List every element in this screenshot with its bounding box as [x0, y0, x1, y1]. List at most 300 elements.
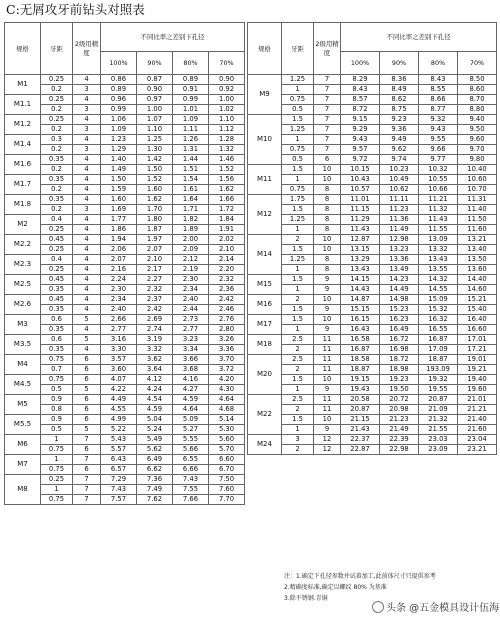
- grade-cell: 7: [73, 485, 101, 495]
- d70-cell: 9.40: [458, 115, 497, 125]
- thread-size-cell: M1.7: [5, 175, 41, 195]
- d100-cell: 8.29: [341, 75, 380, 85]
- table-row: [5, 105, 245, 115]
- grade-cell: 4: [73, 235, 101, 245]
- table-row: [248, 315, 497, 325]
- d90-cell: 10.62: [380, 185, 419, 195]
- d90-cell: 10.23: [380, 165, 419, 175]
- d80-cell: 20.87: [419, 395, 458, 405]
- d90-cell: 8.75: [380, 105, 419, 115]
- col-70-header: 70%: [458, 52, 497, 75]
- d90-cell: 21.49: [380, 425, 419, 435]
- pitch-cell: 1: [282, 265, 314, 275]
- d100-cell: 2.07: [101, 255, 137, 265]
- d70-cell: 0.90: [209, 75, 245, 85]
- d80-cell: 21.09: [419, 405, 458, 415]
- d100-cell: 13.15: [341, 245, 380, 255]
- d70-cell: 8.60: [458, 85, 497, 95]
- d90-cell: 1.97: [137, 235, 173, 245]
- table-row: [248, 365, 497, 375]
- pitch-cell: 2: [282, 405, 314, 415]
- pitch-cell: 0.9: [41, 415, 73, 425]
- table-row: [248, 385, 497, 395]
- pitch-cell: 0.75: [282, 95, 314, 105]
- d80-cell: 16.32: [419, 315, 458, 325]
- d80-cell: 1.64: [173, 195, 209, 205]
- d80-cell: 21.55: [419, 425, 458, 435]
- d70-cell: 8.70: [458, 95, 497, 105]
- grade-cell: 6: [73, 445, 101, 455]
- pitch-cell: 0.2: [41, 165, 73, 175]
- d70-cell: 5.60: [209, 435, 245, 445]
- pitch-cell: 1: [282, 175, 314, 185]
- d80-cell: 11.21: [419, 195, 458, 205]
- pitch-cell: 0.8: [41, 405, 73, 415]
- d100-cell: 1.06: [101, 115, 137, 125]
- d100-cell: 1.60: [101, 195, 137, 205]
- pitch-cell: 0.5: [282, 105, 314, 115]
- d70-cell: 10.40: [458, 165, 497, 175]
- d90-cell: 3.62: [137, 355, 173, 365]
- d80-cell: 1.31: [173, 145, 209, 155]
- grade-cell: 9: [314, 325, 341, 335]
- d80-cell: 13.09: [419, 235, 458, 245]
- d70-cell: 2.36: [209, 285, 245, 295]
- table-row: [248, 125, 497, 135]
- d80-cell: 8.66: [419, 95, 458, 105]
- d100-cell: 11.01: [341, 195, 380, 205]
- thread-size-cell: M1.6: [5, 155, 41, 175]
- d70-cell: 23.04: [458, 435, 497, 445]
- pitch-cell: 1: [41, 485, 73, 495]
- grade-cell: 4: [73, 155, 101, 165]
- pitch-cell: 1: [282, 225, 314, 235]
- d100-cell: 3.60: [101, 365, 137, 375]
- d100-cell: 8.72: [341, 105, 380, 115]
- d90-cell: 9.49: [380, 135, 419, 145]
- d100-cell: 7.29: [101, 475, 137, 485]
- d90-cell: 8.49: [380, 85, 419, 95]
- d80-cell: 4.16: [173, 375, 209, 385]
- grade-cell: 9: [314, 285, 341, 295]
- d70-cell: 3.70: [209, 355, 245, 365]
- d80-cell: 17.09: [419, 345, 458, 355]
- pitch-cell: 0.25: [41, 245, 73, 255]
- d100-cell: 2.30: [101, 285, 137, 295]
- d70-cell: 11.40: [458, 205, 497, 215]
- d80-cell: 2.73: [173, 315, 209, 325]
- table-row: [248, 395, 497, 405]
- d80-cell: 6.55: [173, 455, 209, 465]
- table-row: [248, 425, 497, 435]
- d100-cell: 13.43: [341, 265, 380, 275]
- d80-cell: 0.91: [173, 85, 209, 95]
- grade-cell: 6: [73, 375, 101, 385]
- thread-size-cell: M20: [248, 355, 282, 395]
- d80-cell: 7.55: [173, 485, 209, 495]
- d80-cell: 9.66: [419, 145, 458, 155]
- d90-cell: 1.07: [137, 115, 173, 125]
- d80-cell: 1.82: [173, 215, 209, 225]
- d70-cell: 1.46: [209, 155, 245, 165]
- grade-cell: 3: [73, 125, 101, 135]
- d70-cell: 1.12: [209, 125, 245, 135]
- d90-cell: 13.36: [380, 255, 419, 265]
- d100-cell: 14.43: [341, 285, 380, 295]
- thread-size-cell: M6: [5, 435, 41, 455]
- pitch-cell: 1.5: [282, 245, 314, 255]
- pitch-cell: 1.25: [282, 75, 314, 85]
- d80-cell: 10.32: [419, 165, 458, 175]
- thread-size-cell: M1.1: [5, 95, 41, 115]
- table-row: [248, 185, 497, 195]
- d100-cell: 22.87: [341, 445, 380, 455]
- d100-cell: 4.55: [101, 405, 137, 415]
- pitch-cell: 1.25: [282, 255, 314, 265]
- thread-size-cell: M9: [248, 75, 282, 115]
- d80-cell: 8.55: [419, 85, 458, 95]
- d90-cell: 0.90: [137, 85, 173, 95]
- grade-cell: 7: [73, 475, 101, 485]
- grade-cell: 7: [314, 85, 341, 95]
- table-row: [248, 335, 497, 345]
- d90-cell: 20.72: [380, 395, 419, 405]
- table-row: [5, 325, 245, 335]
- d90-cell: 2.42: [137, 305, 173, 315]
- pitch-cell: 0.35: [41, 345, 73, 355]
- pitch-cell: 0.4: [41, 255, 73, 265]
- d70-cell: 21.21: [458, 405, 497, 415]
- table-row: [248, 295, 497, 305]
- d80-cell: 11.32: [419, 205, 458, 215]
- d80-cell: 14.32: [419, 275, 458, 285]
- table-row: [5, 475, 245, 485]
- d100-cell: 2.77: [101, 325, 137, 335]
- table-row: [248, 405, 497, 415]
- grade-cell: 4: [73, 185, 101, 195]
- d100-cell: 15.15: [341, 305, 380, 315]
- pitch-cell: 0.45: [41, 275, 73, 285]
- d90-cell: 4.59: [137, 405, 173, 415]
- grade-cell: 7: [314, 115, 341, 125]
- table-row: [5, 455, 245, 465]
- d100-cell: 6.43: [101, 455, 137, 465]
- pitch-cell: 2: [282, 345, 314, 355]
- pitch-cell: 1.5: [282, 115, 314, 125]
- pitch-cell: 1: [282, 285, 314, 295]
- grade-cell: 6: [314, 155, 341, 165]
- d90-cell: 19.23: [380, 375, 419, 385]
- grade-cell: 4: [73, 275, 101, 285]
- pitch-cell: 1.5: [282, 305, 314, 315]
- grade-cell: 4: [73, 245, 101, 255]
- pitch-cell: 0.25: [41, 475, 73, 485]
- pitch-cell: 1: [282, 325, 314, 335]
- pitch-cell: 0.75: [41, 375, 73, 385]
- table-row: [248, 345, 497, 355]
- table-row: [5, 255, 245, 265]
- d70-cell: 6.60: [209, 455, 245, 465]
- grade-cell: 4: [73, 165, 101, 175]
- table-row: [5, 365, 245, 375]
- grade-cell: 7: [314, 125, 341, 135]
- d70-cell: 21.60: [458, 425, 497, 435]
- d80-cell: 6.66: [173, 465, 209, 475]
- d90-cell: 4.54: [137, 395, 173, 405]
- pitch-cell: 1.75: [282, 195, 314, 205]
- d80-cell: 3.66: [173, 355, 209, 365]
- table-row: [5, 115, 245, 125]
- table-row: [5, 205, 245, 215]
- d80-cell: 2.12: [173, 255, 209, 265]
- col-100-header: 100%: [341, 52, 380, 75]
- d70-cell: 1.66: [209, 195, 245, 205]
- d70-cell: 1.02: [209, 105, 245, 115]
- grade-cell: 4: [73, 95, 101, 105]
- d80-cell: 9.55: [419, 135, 458, 145]
- col-80-header: 80%: [173, 52, 209, 75]
- pitch-cell: 1.5: [282, 165, 314, 175]
- d100-cell: 5.43: [101, 435, 137, 445]
- table-row: [5, 275, 245, 285]
- d100-cell: 12.87: [341, 235, 380, 245]
- d70-cell: 5.14: [209, 415, 245, 425]
- d80-cell: 14.55: [419, 285, 458, 295]
- grade-header: 2级用精度: [314, 23, 341, 75]
- d80-cell: 19.32: [419, 375, 458, 385]
- grade-cell: 4: [73, 135, 101, 145]
- thread-size-cell: M14: [248, 235, 282, 275]
- pitch-cell: 0.45: [41, 235, 73, 245]
- d70-cell: 2.46: [209, 305, 245, 315]
- table-row: [5, 295, 245, 305]
- table-row: [248, 175, 497, 185]
- d90-cell: 1.10: [137, 125, 173, 135]
- table-title: C:无屑攻牙前钻头对照表: [6, 2, 145, 17]
- d100-cell: 0.86: [101, 75, 137, 85]
- pitch-cell: 2: [282, 235, 314, 245]
- pitch-cell: 0.25: [41, 225, 73, 235]
- d90-cell: 0.97: [137, 95, 173, 105]
- table-row: [5, 85, 245, 95]
- thread-size-cell: M7: [5, 455, 41, 475]
- grade-cell: 6: [73, 365, 101, 375]
- d70-cell: 1.28: [209, 135, 245, 145]
- pitch-cell: 0.75: [41, 495, 73, 505]
- thread-size-cell: M3.5: [5, 335, 41, 355]
- d90-cell: 15.23: [380, 305, 419, 315]
- d100-cell: 20.58: [341, 395, 380, 405]
- d90-cell: 2.17: [137, 265, 173, 275]
- d90-cell: 11.49: [380, 225, 419, 235]
- pitch-cell: 1.5: [282, 415, 314, 425]
- d90-cell: 18.72: [380, 355, 419, 365]
- d70-cell: 11.50: [458, 215, 497, 225]
- d90-cell: 10.49: [380, 175, 419, 185]
- d80-cell: 0.99: [173, 95, 209, 105]
- d80-cell: 8.77: [419, 105, 458, 115]
- grade-cell: 4: [73, 265, 101, 275]
- d70-cell: 15.40: [458, 305, 497, 315]
- d100-cell: 21.43: [341, 425, 380, 435]
- pitch-cell: 0.2: [41, 125, 73, 135]
- table-row: [248, 205, 497, 215]
- d100-cell: 1.50: [101, 175, 137, 185]
- col-80-header: 80%: [419, 52, 458, 75]
- table-row: [5, 175, 245, 185]
- pitch-cell: 0.35: [41, 305, 73, 315]
- table-row: [5, 145, 245, 155]
- pitch-cell: 0.5: [41, 425, 73, 435]
- table-row: [5, 125, 245, 135]
- d80-cell: 1.51: [173, 165, 209, 175]
- d80-cell: 4.27: [173, 385, 209, 395]
- d80-cell: 11.43: [419, 215, 458, 225]
- pitch-cell: 2.5: [282, 335, 314, 345]
- spec-header: 规格: [5, 23, 41, 75]
- pitch-cell: 1.5: [282, 315, 314, 325]
- grade-cell: 3: [73, 145, 101, 155]
- d70-cell: 8.80: [458, 105, 497, 115]
- grade-cell: 3: [73, 105, 101, 115]
- d90-cell: 1.50: [137, 165, 173, 175]
- d100-cell: 4.99: [101, 415, 137, 425]
- grade-cell: 4: [73, 175, 101, 185]
- d80-cell: 19.55: [419, 385, 458, 395]
- table-row: [5, 95, 245, 105]
- pitch-cell: 0.6: [41, 335, 73, 345]
- d70-cell: 19.21: [458, 365, 497, 375]
- d70-cell: 2.32: [209, 275, 245, 285]
- table-row: [5, 345, 245, 355]
- d80-cell: 4.59: [173, 395, 209, 405]
- pitch-cell: 2: [282, 295, 314, 305]
- d70-cell: 0.92: [209, 85, 245, 95]
- grade-cell: 8: [314, 195, 341, 205]
- d90-cell: 2.69: [137, 315, 173, 325]
- d100-cell: 1.09: [101, 125, 137, 135]
- pitch-cell: 0.25: [41, 265, 73, 275]
- d100-cell: 13.29: [341, 255, 380, 265]
- table-row: [248, 165, 497, 175]
- pitch-cell: 0.5: [282, 155, 314, 165]
- d70-cell: 9.80: [458, 155, 497, 165]
- d80-cell: 11.55: [419, 225, 458, 235]
- table-row: [5, 385, 245, 395]
- d80-cell: 21.32: [419, 415, 458, 425]
- d90-cell: 22.98: [380, 445, 419, 455]
- d80-cell: 2.09: [173, 245, 209, 255]
- d90-cell: 14.98: [380, 295, 419, 305]
- d90-cell: 14.23: [380, 275, 419, 285]
- d100-cell: 20.87: [341, 405, 380, 415]
- grade-cell: 11: [314, 335, 341, 345]
- d100-cell: 1.69: [101, 205, 137, 215]
- note-line: 注：1.确定下孔径参数并试着加工,此前体尺寸只提供参考: [284, 573, 436, 580]
- table-row: [5, 355, 245, 365]
- table-row: [248, 105, 497, 115]
- d90-cell: 16.23: [380, 315, 419, 325]
- table-row: [5, 185, 245, 195]
- d80-cell: 16.55: [419, 325, 458, 335]
- d90-cell: 22.39: [380, 435, 419, 445]
- d100-cell: 21.15: [341, 415, 380, 425]
- thread-size-cell: M24: [248, 435, 282, 455]
- d70-cell: 5.30: [209, 425, 245, 435]
- d80-cell: 3.23: [173, 335, 209, 345]
- pitch-cell: 1.25: [282, 125, 314, 135]
- table-row: [248, 195, 497, 205]
- grade-cell: 10: [314, 175, 341, 185]
- d100-cell: 9.29: [341, 125, 380, 135]
- d100-cell: 7.57: [101, 495, 137, 505]
- d80-cell: 15.09: [419, 295, 458, 305]
- grade-cell: 7: [73, 435, 101, 445]
- d80-cell: 13.55: [419, 265, 458, 275]
- watermark-logo-icon: [372, 601, 384, 613]
- left-tap-drill-table: [4, 22, 245, 505]
- d70-cell: 1.32: [209, 145, 245, 155]
- d90-cell: 3.64: [137, 365, 173, 375]
- d80-cell: 1.44: [173, 155, 209, 165]
- thread-size-cell: M4: [5, 355, 41, 375]
- grade-cell: 4: [73, 255, 101, 265]
- grade-cell: 12: [314, 445, 341, 455]
- thread-size-cell: M22: [248, 395, 282, 435]
- grade-cell: 6: [73, 395, 101, 405]
- d70-cell: 17.01: [458, 335, 497, 345]
- pitch-header: 牙距: [41, 23, 73, 75]
- pitch-cell: 0.75: [41, 355, 73, 365]
- watermark-text: 头条 @五金模具设计伍海: [386, 603, 500, 614]
- thread-size-cell: M18: [248, 335, 282, 355]
- d70-cell: 23.21: [458, 445, 497, 455]
- d80-cell: 9.32: [419, 115, 458, 125]
- d80-cell: 5.66: [173, 445, 209, 455]
- pitch-cell: 0.4: [41, 215, 73, 225]
- pitch-cell: 1: [41, 455, 73, 465]
- d100-cell: 16.43: [341, 325, 380, 335]
- d70-cell: 1.84: [209, 215, 245, 225]
- table-row: [248, 115, 497, 125]
- d100-cell: 11.29: [341, 215, 380, 225]
- d100-cell: 5.57: [101, 445, 137, 455]
- d70-cell: 3.26: [209, 335, 245, 345]
- pitch-cell: 0.35: [41, 325, 73, 335]
- d70-cell: 6.70: [209, 465, 245, 475]
- d70-cell: 9.50: [458, 125, 497, 135]
- d100-cell: 3.16: [101, 335, 137, 345]
- table-row: [248, 225, 497, 235]
- watermark: [367, 600, 500, 616]
- grade-cell: 11: [314, 395, 341, 405]
- d70-cell: 2.42: [209, 295, 245, 305]
- d100-cell: 19.15: [341, 375, 380, 385]
- d80-cell: 5.55: [173, 435, 209, 445]
- grade-cell: 10: [314, 315, 341, 325]
- table-row: [5, 195, 245, 205]
- d80-cell: 7.43: [173, 475, 209, 485]
- d70-cell: 13.50: [458, 255, 497, 265]
- d100-cell: 10.43: [341, 175, 380, 185]
- d90-cell: 1.70: [137, 205, 173, 215]
- pitch-cell: 0.35: [41, 195, 73, 205]
- d100-cell: 2.06: [101, 245, 137, 255]
- pitch-cell: 1: [282, 85, 314, 95]
- pitch-cell: 0.35: [41, 285, 73, 295]
- d90-cell: 1.25: [137, 135, 173, 145]
- table-row: [5, 155, 245, 165]
